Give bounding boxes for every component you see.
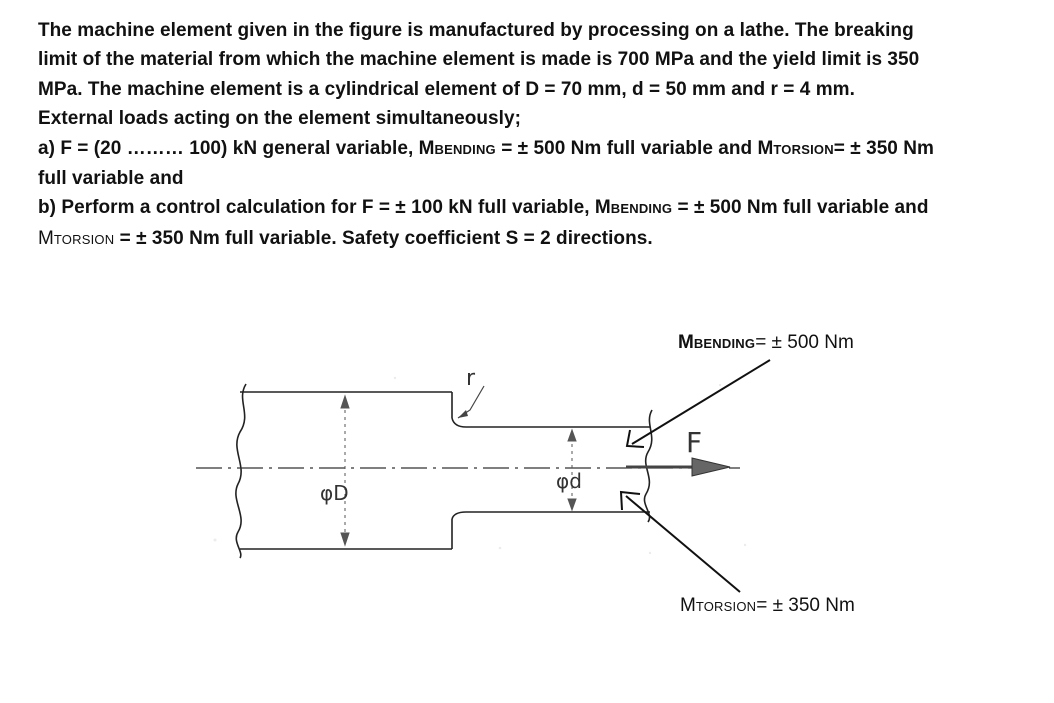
diameter-D-dimension [341,396,349,545]
D-arrow-top-icon [341,396,349,408]
top-fillet [452,418,466,427]
D-arrow-bottom-icon [341,533,349,545]
problem-part-a-cont: full variable and [38,168,184,190]
part-b-mid: = ± 500 Nm full variable and [672,197,929,219]
part-a-bending-subscript: BENDING [434,141,496,157]
problem-line-3: MPa. The machine element is a cylindrical element of D = 70 mm, d = 50 mm and r = 4 mm. [38,78,855,100]
diameter-D-label: φD [320,481,349,505]
diameter-d-label: φd [556,469,582,493]
part-b2-torsion-subscript: TORSION [53,231,115,247]
torsion-label-value: = ± 350 Nm [756,595,855,616]
part-b-prefix: b) Perform a control calculation for F = ± 100 kN full variable, M [38,197,611,219]
part-a-end: = ± 350 Nm [833,137,934,159]
left-break-line [236,384,246,558]
torsion-moment-label [680,595,855,617]
problem-line-2: limit of the material from which the machine element is made is 700 MPa and the yield limit is 350 [38,49,920,71]
problem-line-1: The machine element given in the figure is manufactured by processing on a lathe. The breaking [38,20,914,41]
fillet-radius-label: r [466,366,476,391]
force-F-arrow [626,458,730,476]
part-a-torsion-subscript: TORSION [773,141,834,157]
torsion-leader-line [626,496,740,592]
part-b2-prefix: M [38,227,54,249]
bending-label-prefix: M [678,332,694,353]
d-arrow-bottom-icon [568,499,576,510]
force-F-label: F [686,426,703,459]
torsion-label-prefix: M [680,595,696,616]
bending-label-value: = ± 500 Nm [755,332,854,353]
bottom-fillet [452,512,466,519]
d-arrow-top-icon [568,430,576,441]
fillet-leader-arrow-icon [458,410,468,418]
part-a-mid: = ± 500 Nm full variable and M [495,137,774,159]
problem-line-4: External loads acting on the element simultaneously; [38,108,521,130]
small-diameter-section [466,410,652,522]
torsion-label-subscript: TORSION [695,599,757,614]
part-b2-end: = ± 350 Nm full variable. Safety coefficient S = 2 directions. [114,227,653,249]
part-b-bending-subscript: BENDING [610,201,673,217]
bending-label-subscript: BENDING [693,336,756,351]
torsion-moment-arrow [621,492,740,592]
part-a-prefix: a) F = (20 ……… 100) kN general variable, M [38,137,435,159]
large-diameter-section [236,384,452,558]
bending-moment-label [678,332,854,354]
force-arrow-head-icon [692,458,730,476]
